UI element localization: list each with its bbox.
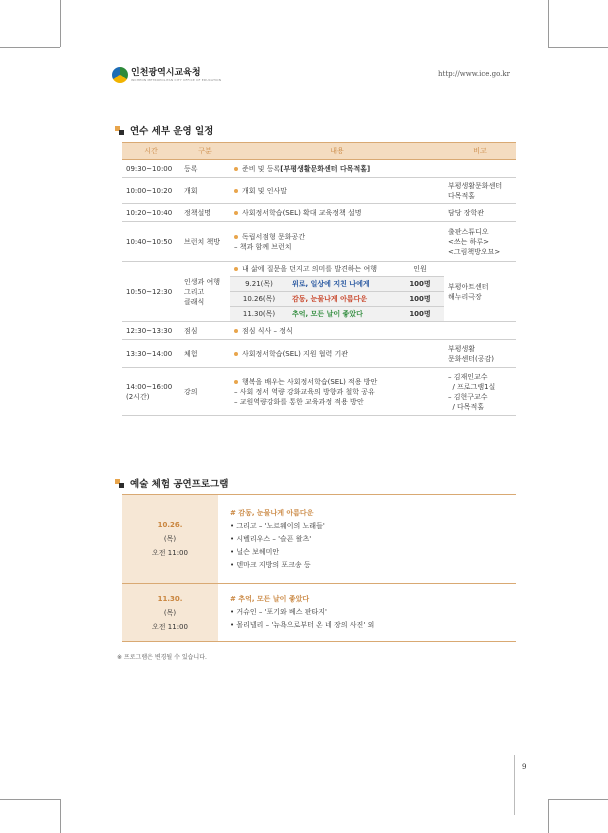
crop-mark (548, 0, 549, 47)
section-title-performance (115, 476, 228, 490)
content-cell: 사회정서학습(SEL) 확대 교육정책 설명 (230, 204, 444, 222)
note-cell: 부평생활 문화센터(공감) (444, 340, 516, 368)
content-cell: 점심 식사 – 정식 (230, 322, 444, 340)
column-header: 내용 (230, 143, 444, 160)
table-row (122, 160, 516, 178)
content-cell (230, 262, 444, 322)
crop-mark (0, 47, 60, 48)
page-divider (514, 755, 515, 815)
content-cell: 개회 및 인사말 (230, 178, 444, 204)
performance-table (122, 494, 516, 642)
performance-day: (목) (163, 608, 177, 617)
performance-day: (목) (163, 535, 177, 543)
time-cell: 12:30~13:30 (122, 322, 180, 340)
org-name: 인천광역시교육청 (131, 68, 201, 78)
section-title-schedule (115, 123, 213, 137)
category-cell: 개회 (180, 178, 230, 204)
content-cell: 사회정서학습(SEL) 지원 협력 기관 (230, 340, 444, 368)
note-cell (444, 322, 516, 340)
program-item: • 시벨리우스 – '슬픈 왈츠' (230, 534, 312, 543)
page-number: 9 (522, 763, 527, 771)
bullet-dot-icon (234, 267, 238, 271)
time-cell: 09:30~10:00 (122, 160, 180, 178)
session-header-row: 내 삶에 질문을 던지고 의미를 발견하는 여행 인원 (230, 262, 444, 277)
note-cell: 부평아트센터 해누리극장 (444, 262, 516, 322)
program-heading: # 감동, 눈물나게 아름다운 (230, 508, 314, 517)
session-date: 11.30(목) (230, 307, 288, 322)
session-count: 100명 (396, 292, 444, 307)
note-cell (444, 160, 516, 178)
content-cell: 독립서점형 문화공간 – 책과 함께 브런치 (230, 222, 444, 262)
performance-row (122, 495, 516, 584)
performance-content-cell (218, 495, 516, 584)
performance-time: 오전 11:00 (152, 549, 188, 557)
bullet-dot-icon (234, 189, 238, 193)
time-cell: 13:30~14:00 (122, 340, 180, 368)
note-cell: 출판스튜디오 <쓰는 하루> <그림책방오묘> (444, 222, 516, 262)
program-item: • 몰리넬리 – '뉴욕으로부터 온 네 장의 사진' 외 (230, 621, 375, 629)
performance-content-cell (218, 584, 516, 642)
content-cell: 준비 및 등록[부평생활문화센터 다목적홀] (230, 160, 444, 178)
session-row (230, 307, 444, 322)
session-date: 9.21(목) (230, 277, 288, 292)
bullet-dot-icon (234, 235, 238, 239)
program-heading: # 추억, 모든 날이 좋았다 (230, 595, 310, 603)
table-header-row (122, 143, 516, 160)
note-cell: – 김재인교수 / 프로그램1실 – 김현구교수 / 다목적홀 (444, 368, 516, 416)
performance-row (122, 584, 516, 642)
performance-date-cell (122, 584, 218, 642)
session-subtable (230, 262, 444, 321)
bullet-dot-icon (234, 211, 238, 215)
crop-mark (548, 799, 549, 833)
section-title-text: 연수 세부 운영 일정 (130, 126, 214, 137)
schedule-table (122, 142, 516, 416)
session-title: 위로, 일상에 지친 나에게 (288, 277, 396, 292)
session-title: 감동, 눈물나게 아름다운 (288, 292, 396, 307)
crop-mark (60, 799, 61, 833)
section-bullet-icon (115, 126, 124, 135)
program-item: • 닐슨 보헤미안 (230, 547, 280, 556)
performance-date: 10.26. (157, 521, 183, 529)
bullet-dot-icon (234, 167, 238, 171)
table-row (122, 322, 516, 340)
category-cell: 체험 (180, 340, 230, 368)
crop-mark (0, 799, 60, 800)
time-cell: 10:00~10:20 (122, 178, 180, 204)
crop-mark (548, 799, 608, 800)
logo-emblem (112, 67, 128, 83)
program-item: • 덴마크 지방의 포크송 등 (230, 560, 311, 569)
table-row (122, 368, 516, 416)
session-count: 100명 (396, 307, 444, 322)
session-row (230, 292, 444, 307)
program-item: • 거슈인 – '포기와 베스 판타지' (230, 608, 327, 616)
performance-date-cell (122, 495, 218, 584)
content-cell: 행복을 배우는 사회정서학습(SEL) 적용 방안 – 사회 정서 역량 강화교육의 방향과 철학 공유 – 교원역량강화를 통한 교육과정 적용 방안 (230, 368, 444, 416)
table-row (122, 178, 516, 204)
table-row (122, 222, 516, 262)
section-title-text: 예술 체험 공연프로그램 (130, 479, 229, 490)
column-header: 비고 (444, 143, 516, 160)
time-cell: 10:40~10:50 (122, 222, 180, 262)
crop-mark (548, 47, 608, 48)
footnote: ※ 프로그램은 변경될 수 있습니다. (117, 654, 207, 661)
session-row (230, 277, 444, 292)
category-cell: 점심 (180, 322, 230, 340)
category-cell: 등록 (180, 160, 230, 178)
website-url[interactable]: http://www.ice.go.kr (438, 70, 510, 78)
column-header: 구분 (180, 143, 230, 160)
session-count: 100명 (396, 277, 444, 292)
session-title: 추억, 모든 날이 좋았다 (288, 307, 396, 322)
time-cell: 14:00~16:00 (2시간) (122, 368, 180, 416)
bullet-dot-icon (234, 352, 238, 356)
note-cell: 담당 장학관 (444, 204, 516, 222)
program-item: • 그리고 – '노르웨이의 노래들' (230, 521, 325, 530)
count-header: 인원 (396, 262, 444, 277)
table-row (122, 340, 516, 368)
org-subtitle: INCHEON METROPOLITAN CITY OFFICE OF EDUCATION (131, 78, 222, 82)
category-cell: 강의 (180, 368, 230, 416)
category-cell: 인생과 여행 그리고 클래식 (180, 262, 230, 322)
table-row (122, 262, 516, 322)
section-bullet-icon (115, 479, 124, 488)
logo (112, 67, 221, 83)
bullet-dot-icon (234, 380, 238, 384)
session-date: 10.26(목) (230, 292, 288, 307)
category-cell: 정책설명 (180, 204, 230, 222)
crop-mark (60, 0, 61, 47)
bullet-dot-icon (234, 329, 238, 333)
note-cell: 부평생활문화센터 다목적홀 (444, 178, 516, 204)
time-cell: 10:50~12:30 (122, 262, 180, 322)
time-cell: 10:20~10:40 (122, 204, 180, 222)
column-header: 시간 (122, 143, 180, 160)
table-row (122, 204, 516, 222)
performance-time: 오전 11:00 (152, 622, 188, 631)
performance-date: 11.30. (157, 594, 183, 603)
category-cell: 브런치 책방 (180, 222, 230, 262)
